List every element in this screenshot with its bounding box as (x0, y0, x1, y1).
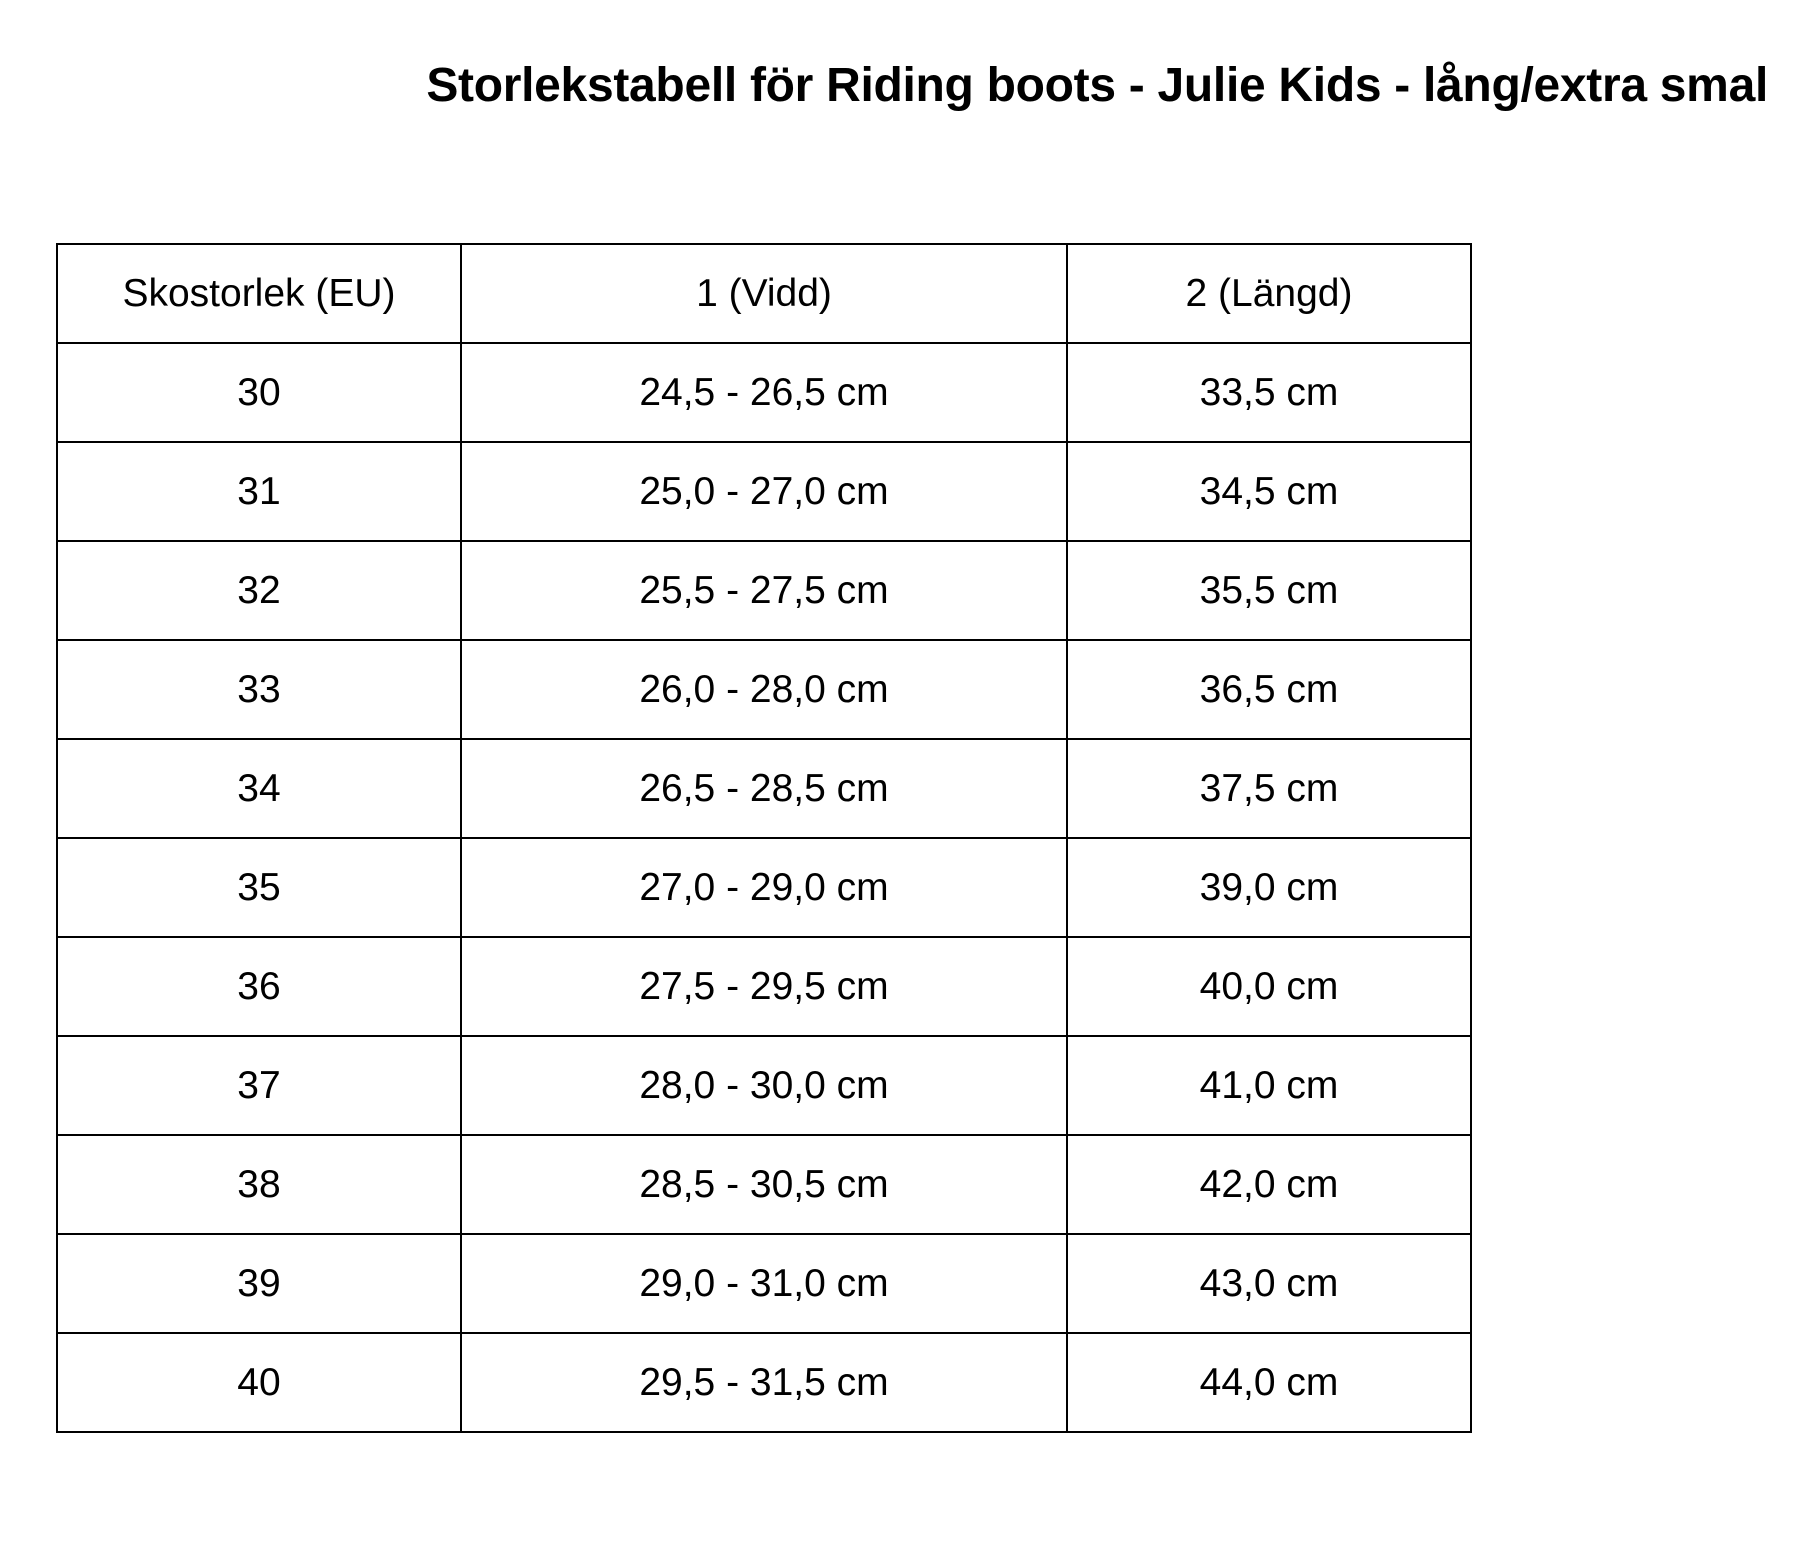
cell-length: 44,0 cm (1067, 1333, 1471, 1432)
cell-length: 35,5 cm (1067, 541, 1471, 640)
cell-shoe-size: 35 (57, 838, 461, 937)
table-row (57, 1234, 1471, 1333)
cell-width: 27,5 - 29,5 cm (461, 937, 1067, 1036)
cell-length: 41,0 cm (1067, 1036, 1471, 1135)
table-row (57, 442, 1471, 541)
cell-length: 43,0 cm (1067, 1234, 1471, 1333)
cell-length: 36,5 cm (1067, 640, 1471, 739)
cell-shoe-size: 38 (57, 1135, 461, 1234)
cell-width: 29,5 - 31,5 cm (461, 1333, 1067, 1432)
table-row (57, 937, 1471, 1036)
cell-length: 40,0 cm (1067, 937, 1471, 1036)
cell-shoe-size: 34 (57, 739, 461, 838)
cell-shoe-size: 32 (57, 541, 461, 640)
cell-width: 26,5 - 28,5 cm (461, 739, 1067, 838)
table-row (57, 1333, 1471, 1432)
cell-width: 24,5 - 26,5 cm (461, 343, 1067, 442)
cell-shoe-size: 31 (57, 442, 461, 541)
column-header-length: 2 (Längd) (1067, 244, 1471, 343)
table-row (57, 1135, 1471, 1234)
table-row (57, 838, 1471, 937)
table-row (57, 343, 1471, 442)
table-header-row (57, 244, 1471, 343)
table-row (57, 640, 1471, 739)
table-row (57, 541, 1471, 640)
cell-shoe-size: 36 (57, 937, 461, 1036)
table-row (57, 739, 1471, 838)
cell-length: 34,5 cm (1067, 442, 1471, 541)
cell-length: 33,5 cm (1067, 343, 1471, 442)
cell-shoe-size: 33 (57, 640, 461, 739)
cell-length: 42,0 cm (1067, 1135, 1471, 1234)
cell-width: 27,0 - 29,0 cm (461, 838, 1067, 937)
cell-shoe-size: 30 (57, 343, 461, 442)
column-header-shoe-size: Skostorlek (EU) (57, 244, 461, 343)
column-header-width: 1 (Vidd) (461, 244, 1067, 343)
cell-length: 37,5 cm (1067, 739, 1471, 838)
cell-width: 25,5 - 27,5 cm (461, 541, 1067, 640)
cell-width: 28,0 - 30,0 cm (461, 1036, 1067, 1135)
cell-length: 39,0 cm (1067, 838, 1471, 937)
cell-shoe-size: 37 (57, 1036, 461, 1135)
cell-width: 25,0 - 27,0 cm (461, 442, 1067, 541)
page-title: Storlekstabell för Riding boots - Julie Kids - lång/extra smal (426, 59, 1768, 112)
cell-width: 26,0 - 28,0 cm (461, 640, 1067, 739)
table-row (57, 1036, 1471, 1135)
cell-width: 29,0 - 31,0 cm (461, 1234, 1067, 1333)
cell-shoe-size: 39 (57, 1234, 461, 1333)
cell-width: 28,5 - 30,5 cm (461, 1135, 1067, 1234)
size-table (56, 243, 1472, 1433)
cell-shoe-size: 40 (57, 1333, 461, 1432)
